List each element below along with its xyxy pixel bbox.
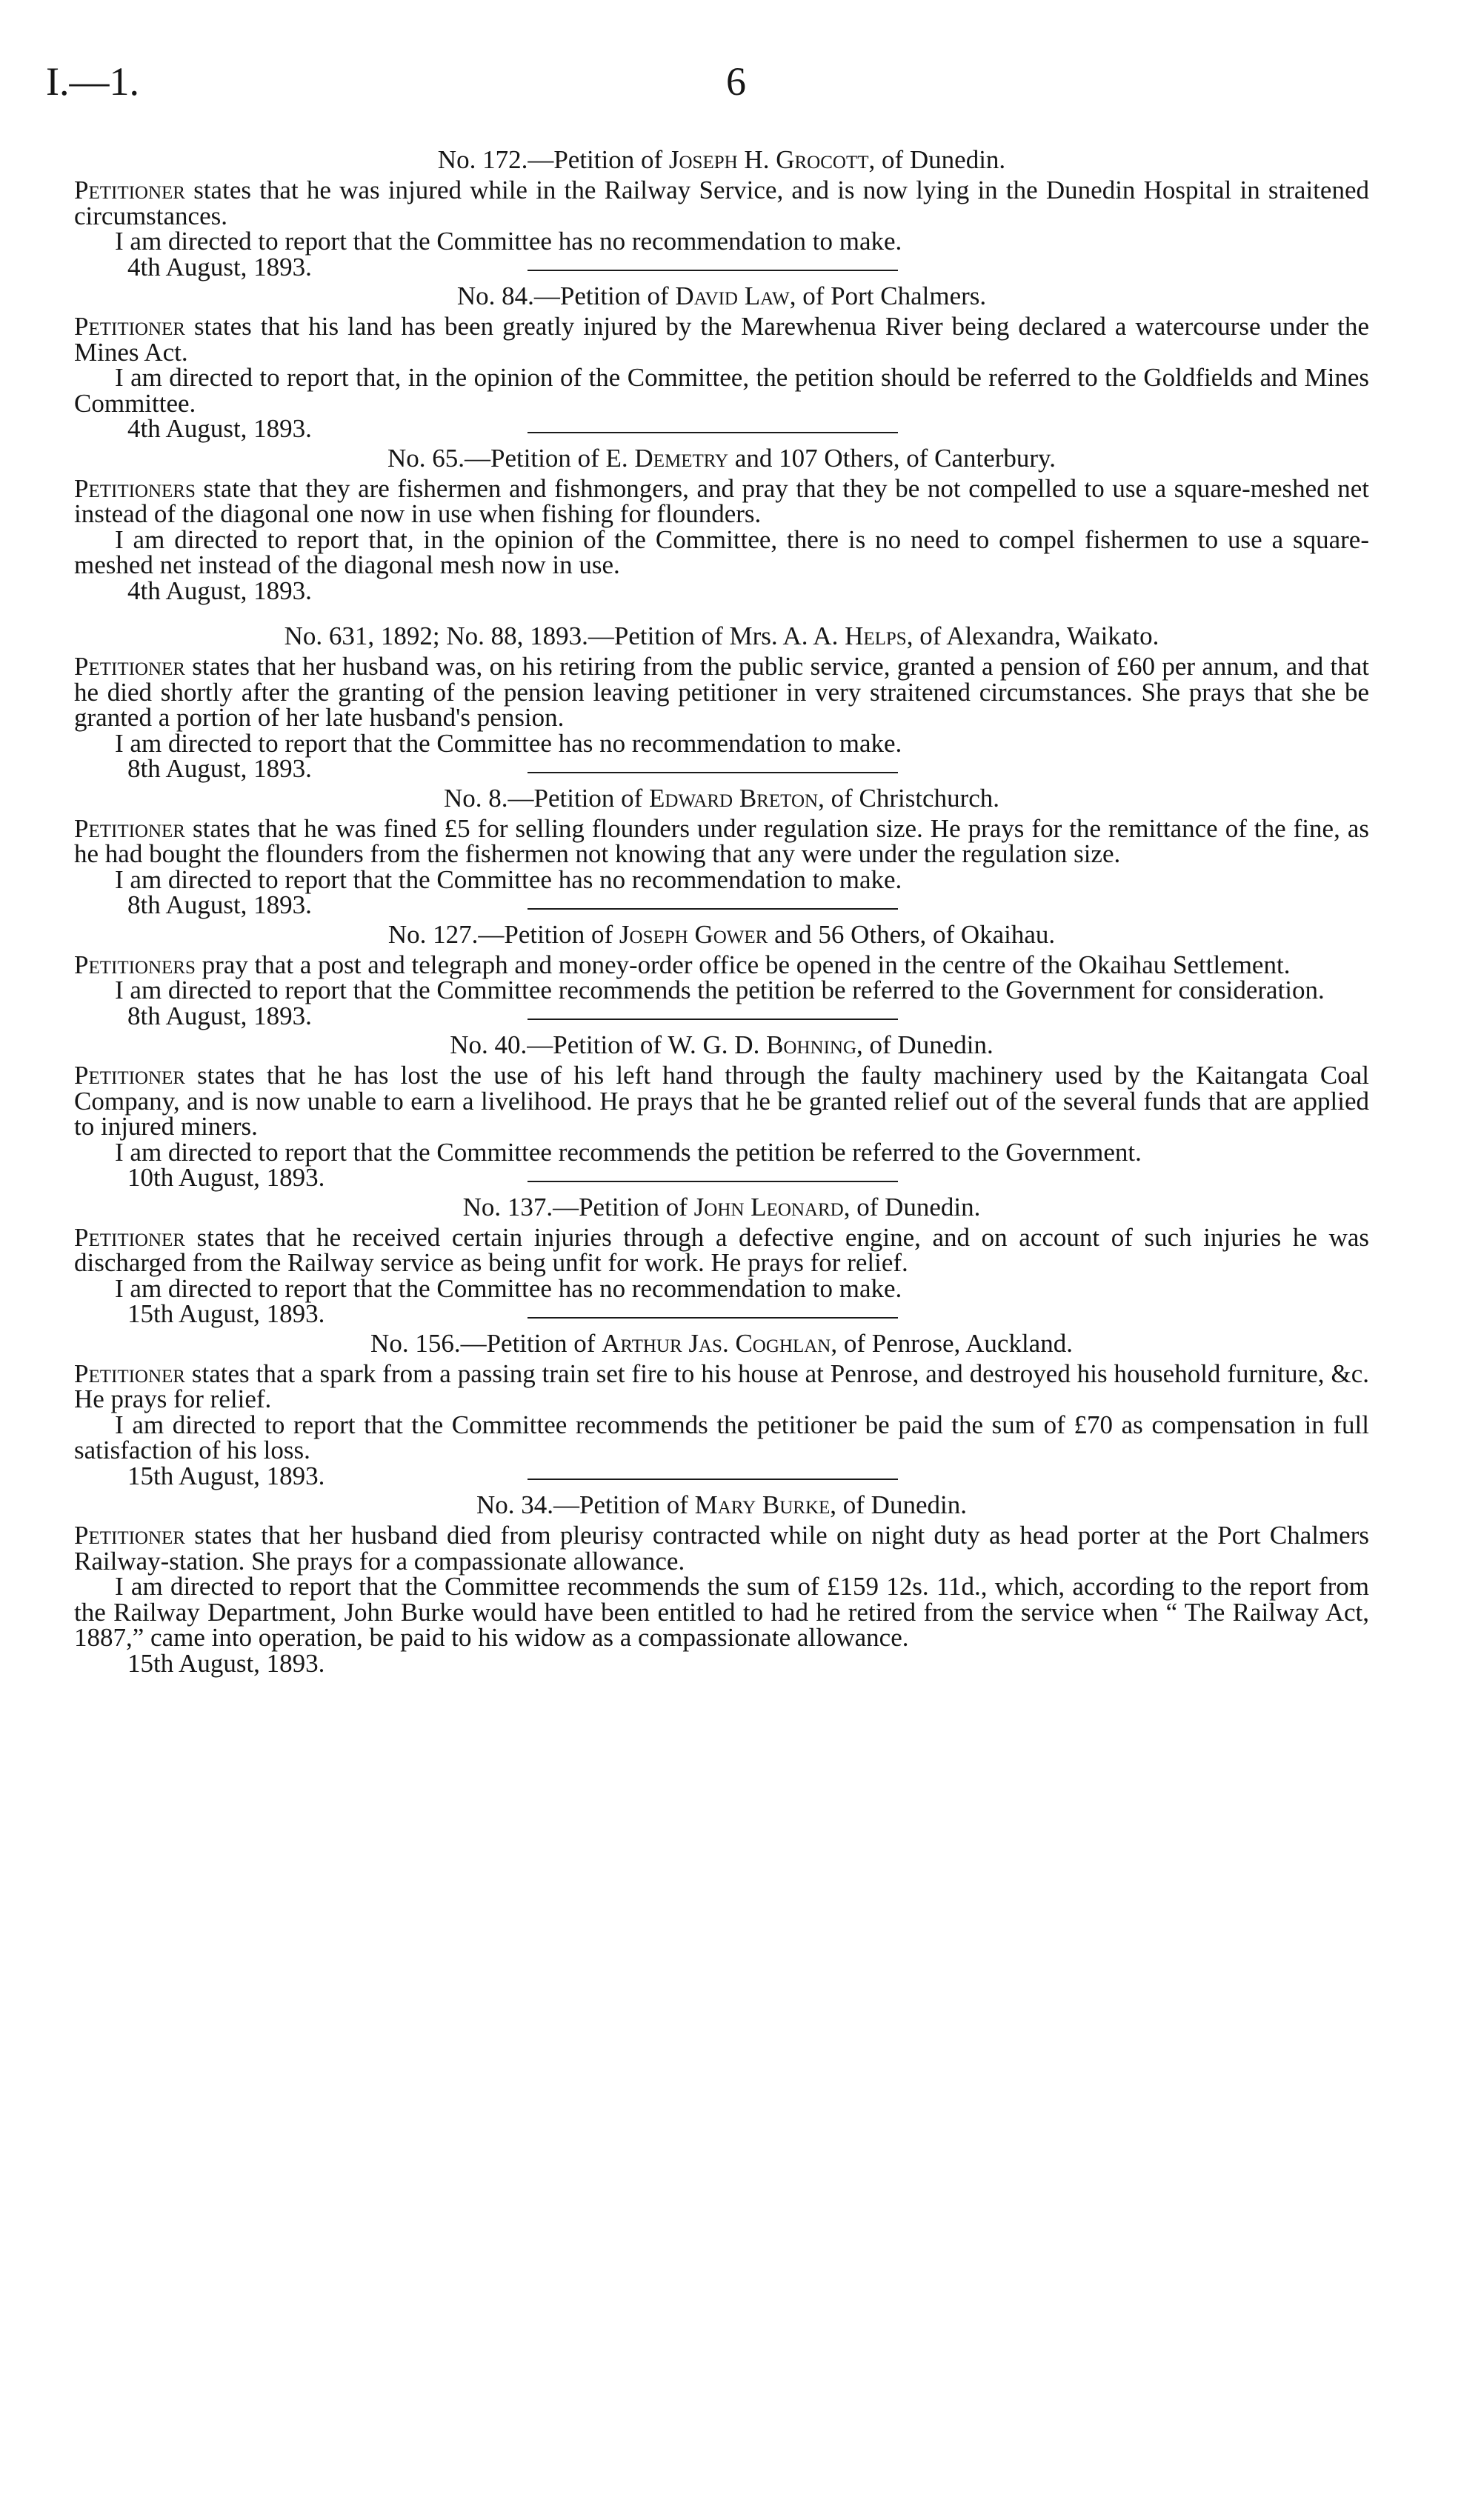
petition-title: No. 156.—Petition of Arthur Jas. Coghlan, of Penrose, Auckland. (370, 1328, 1073, 1358)
petition-entry (74, 1487, 1369, 1676)
paper-reference: I.—1. (46, 59, 139, 104)
petitioner-name: Edward Breton (649, 783, 819, 813)
petitioner-name: Arthur Jas. Coghlan (602, 1328, 831, 1358)
section-divider (528, 432, 898, 433)
petition-statement: Petitioner states that her husband died from pleurisy contracted while on night duty as head porter at the Port Chalmers Railway-station. She prays for a compassionate allowance. (74, 1521, 1369, 1576)
petitioner-name: Mary Burke (694, 1490, 831, 1519)
report-date: 4th August, 1893. (127, 414, 312, 443)
committee-report: I am directed to report that the Committee recommends the petition be referred to the Government for consideration. (115, 976, 1325, 1004)
petition-title: No. 65.—Petition of E. Demetry and 107 Others, of Canterbury. (387, 443, 1056, 473)
committee-report: I am directed to report that the Committee recommends the petitioner be paid the sum of £70 as compensation in full satisfaction of his loss. (74, 1410, 1369, 1464)
petition-statement: Petitioner states that he was injured while in the Railway Service, and is now lying in the Dunedin Hospital in straitened circumstances. (74, 176, 1369, 230)
petition-statement: Petitioners state that they are fishermen and fishmongers, and pray that they be not compelled to use a square-meshed net instead of the diagonal one now in use when fishing for flounders. (74, 473, 1369, 528)
committee-report: I am directed to report that the Committee has no recommendation to make. (115, 728, 902, 758)
petition-title: No. 84.—Petition of David Law, of Port Chalmers. (456, 281, 987, 310)
section-divider (528, 1317, 898, 1319)
section-divider (528, 1479, 898, 1480)
petitioner-name: Joseph H. Grocott (668, 145, 869, 174)
report-date: 15th August, 1893. (127, 1648, 325, 1678)
section-divider (528, 270, 898, 271)
petition-statement: Petitioner states that he has lost the use of his left hand through the faulty machinery used by the Kaitangata Coal Company, and is now unable to earn a livelihood. He prays that he be granted relief out of the several funds that are applied to injured miners. (74, 1061, 1369, 1141)
petition-entry (74, 441, 1369, 604)
committee-report: I am directed to report that, in the opinion of the Committee, the petition should be referred to the Goldfields and Mines Committee. (74, 363, 1369, 418)
petition-title: No. 8.—Petition of Edward Breton, of Christchurch. (443, 783, 1000, 813)
section-divider (528, 1019, 898, 1020)
petition-title: No. 34.—Petition of Mary Burke, of Dunedin. (476, 1490, 967, 1519)
petitioner-name: Joseph Gower (619, 919, 768, 949)
petitions-list (74, 142, 1369, 1676)
petition-entry (74, 1027, 1369, 1191)
petition-entry (74, 917, 1369, 1030)
petition-statement: Petitioner states that he received certain injuries through a defective engine, and on account of such injuries he was discharged from the Railway service as being unfit for work. He prays for relief. (74, 1222, 1369, 1277)
petition-entry (74, 142, 1369, 280)
committee-report: I am directed to report that the Committee has no recommendation to make. (115, 864, 902, 894)
committee-report: I am directed to report that the Committee has no recommendation to make. (115, 227, 902, 256)
petition-statement: Petitioners pray that a post and telegraph and money-order office be opened in the centre of the Okaihau Settlement. (74, 950, 1291, 979)
report-date: 8th August, 1893. (127, 754, 312, 783)
petition-title: No. 631, 1892; No. 88, 1893.—Petition of Mrs. A. A. Helps, of Alexandra, Waikato. (284, 621, 1159, 650)
petitioner-name: Bohning (766, 1030, 857, 1059)
report-date: 15th August, 1893. (127, 1461, 325, 1490)
spacer (74, 604, 1369, 619)
report-date: 4th August, 1893. (127, 576, 312, 605)
section-divider (528, 772, 898, 773)
committee-report: I am directed to report that the Committee has no recommendation to make. (115, 1273, 902, 1303)
petitioner-name: John Leonard (693, 1192, 844, 1221)
committee-report: I am directed to report that, in the opinion of the Committee, there is no need to compel fishermen to use a square-meshed net instead of the diagonal mesh now in use. (74, 524, 1369, 579)
report-date: 8th August, 1893. (127, 890, 312, 919)
petition-entry (74, 619, 1369, 782)
petitioner-name: Demetry (634, 443, 729, 473)
petition-title: No. 172.—Petition of Joseph H. Grocott, of Dunedin. (437, 145, 1006, 174)
report-date: 15th August, 1893. (127, 1299, 325, 1328)
petitioner-name: David Law (675, 281, 790, 310)
report-date: 4th August, 1893. (127, 252, 312, 281)
committee-report: I am directed to report that the Committee recommends the petition be referred to the Government. (115, 1137, 1142, 1167)
report-date: 8th August, 1893. (127, 1001, 312, 1030)
report-date: 10th August, 1893. (127, 1163, 325, 1192)
petition-statement: Petitioner states that he was fined £5 for selling flounders under regulation size. He prays for the remittance of the fine, as he had bought the flounders from the fishermen not knowing that any were under the regulation size. (74, 813, 1369, 868)
petition-entry (74, 1326, 1369, 1490)
petition-title: No. 127.—Petition of Joseph Gower and 56 Others, of Okaihau. (387, 919, 1056, 949)
section-divider (528, 908, 898, 910)
petition-statement: Petitioner states that a spark from a passing train set fire to his house at Penrose, and destroyed his household furniture, &c. He prays for relief. (74, 1359, 1369, 1413)
page-number: 6 (726, 59, 746, 104)
petition-entry (74, 279, 1369, 442)
petition-statement: Petitioner states that his land has been greatly injured by the Marewhenua River being declared a watercourse under the Mines Act. (74, 312, 1369, 367)
petition-title: No. 40.—Petition of W. G. D. Bohning, of Dunedin. (450, 1030, 994, 1059)
petition-statement: Petitioner states that her husband was, on his retiring from the public service, granted a pension of £60 per annum, and that he died shortly after the granting of the pension leaving petitioner in very straitened circumstances. She prays that she be granted a portion of her late husband's pension. (74, 652, 1369, 732)
petition-entry (74, 1190, 1369, 1327)
section-divider (528, 1181, 898, 1182)
petition-title: No. 137.—Petition of John Leonard, of Dunedin. (462, 1192, 981, 1221)
committee-report: I am directed to report that the Committee recommends the sum of £159 12s. 11d., which, according to the report from the Railway Department, John Burke would have been entitled to had he retired from the service when “ The Railway Act, 1887,” came into operation, be paid to his widow as a compassionate allowance. (74, 1572, 1369, 1652)
petition-entry (74, 781, 1369, 919)
petitioner-name: Helps (845, 621, 907, 650)
